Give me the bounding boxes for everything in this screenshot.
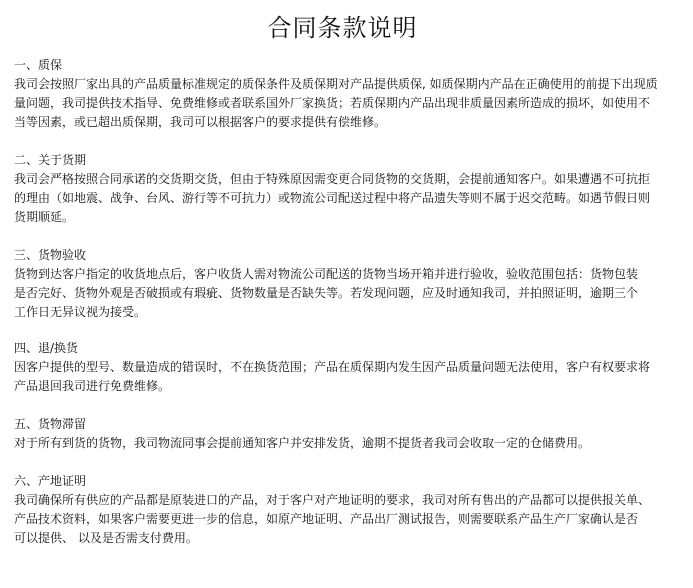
body-line: 可以提供、 以及是否需支付费用。	[14, 531, 198, 545]
body-line: 我司确保所有供应的产品都是原装进口的产品，对于客户对产地证明的要求，我司对所有售出的产品都可以提供报关单、	[14, 493, 651, 507]
section-heading: 三、货物验收	[14, 248, 87, 262]
body-line: 工作日无异议视为接受。	[14, 305, 147, 319]
body-line: 的理由（如地震、战争、台风、游行等不可抗力）或物流公司配送过程中将产品遗失等则不属于迟交范畴。如遇节假日则	[14, 191, 651, 205]
page-title: 合同条款说明	[267, 14, 418, 42]
section-body	[14, 358, 671, 396]
body-line: 因客户提供的型号、数量造成的错误时，不在换货范围；产品在质保期内发生因产品质量问题无法使用，客户有权要求将	[14, 360, 651, 374]
section-return-exchange	[14, 339, 671, 396]
section-body	[14, 434, 671, 453]
body-line: 量问题，我司提供技术指导、免费维修或者联系国外厂家换货；若质保期内产品出现非质量因素所造成的损坏，如使用不	[14, 96, 651, 110]
body-line: 我司会严格按照合同承诺的交货期交货，但由于特殊原因需变更合同货物的交货期，会提前通知客户。如果遭遇不可抗拒	[14, 172, 651, 186]
section-heading: 二、关于货期	[14, 153, 87, 167]
section-heading: 五、货物滞留	[14, 417, 87, 431]
section-body	[14, 491, 671, 548]
body-line: 当等因素，或已超出质保期，我司可以根据客户的要求提供有偿维修。	[14, 115, 387, 129]
section-origin-certificate	[14, 472, 671, 548]
body-line: 产品技术资料，如果客户需要更进一步的信息，如原产地证明、产品出厂测试报告，则需要联系产品生产厂家确认是否	[14, 512, 639, 526]
section-heading: 四、退/换货	[14, 341, 79, 355]
section-body	[14, 170, 671, 227]
section-heading: 一、质保	[14, 58, 63, 72]
section-body	[14, 75, 671, 132]
body-line: 货物到达客户指定的收货地点后，客户收货人需对物流公司配送的货物当场开箱并进行验收，验收范围包括：货物包装	[14, 267, 639, 281]
body-line: 我司会按照厂家出具的产品质量标准规定的质保条件及质保期对产品提供质保, 如质保期内产品在正确使用的前提下出现质	[14, 77, 658, 91]
section-goods-detention	[14, 415, 671, 453]
body-line: 货期顺延。	[14, 210, 75, 224]
body-line: 是否完好、货物外观是否破损或有瑕疵、货物数量是否缺失等。若发现问题，应及时通知我司，并拍照证明，逾期三个	[14, 286, 639, 300]
body-line: 对于所有到货的货物，我司物流同事会提前通知客户并安排发货，逾期不提货者我司会收取一定的仓储费用。	[14, 436, 591, 450]
section-delivery-period	[14, 151, 671, 227]
section-body	[14, 265, 671, 322]
body-line: 产品退回我司进行免费维修。	[14, 379, 171, 393]
section-goods-inspection	[14, 246, 671, 322]
section-warranty	[14, 56, 671, 132]
section-heading: 六、产地证明	[14, 474, 87, 488]
